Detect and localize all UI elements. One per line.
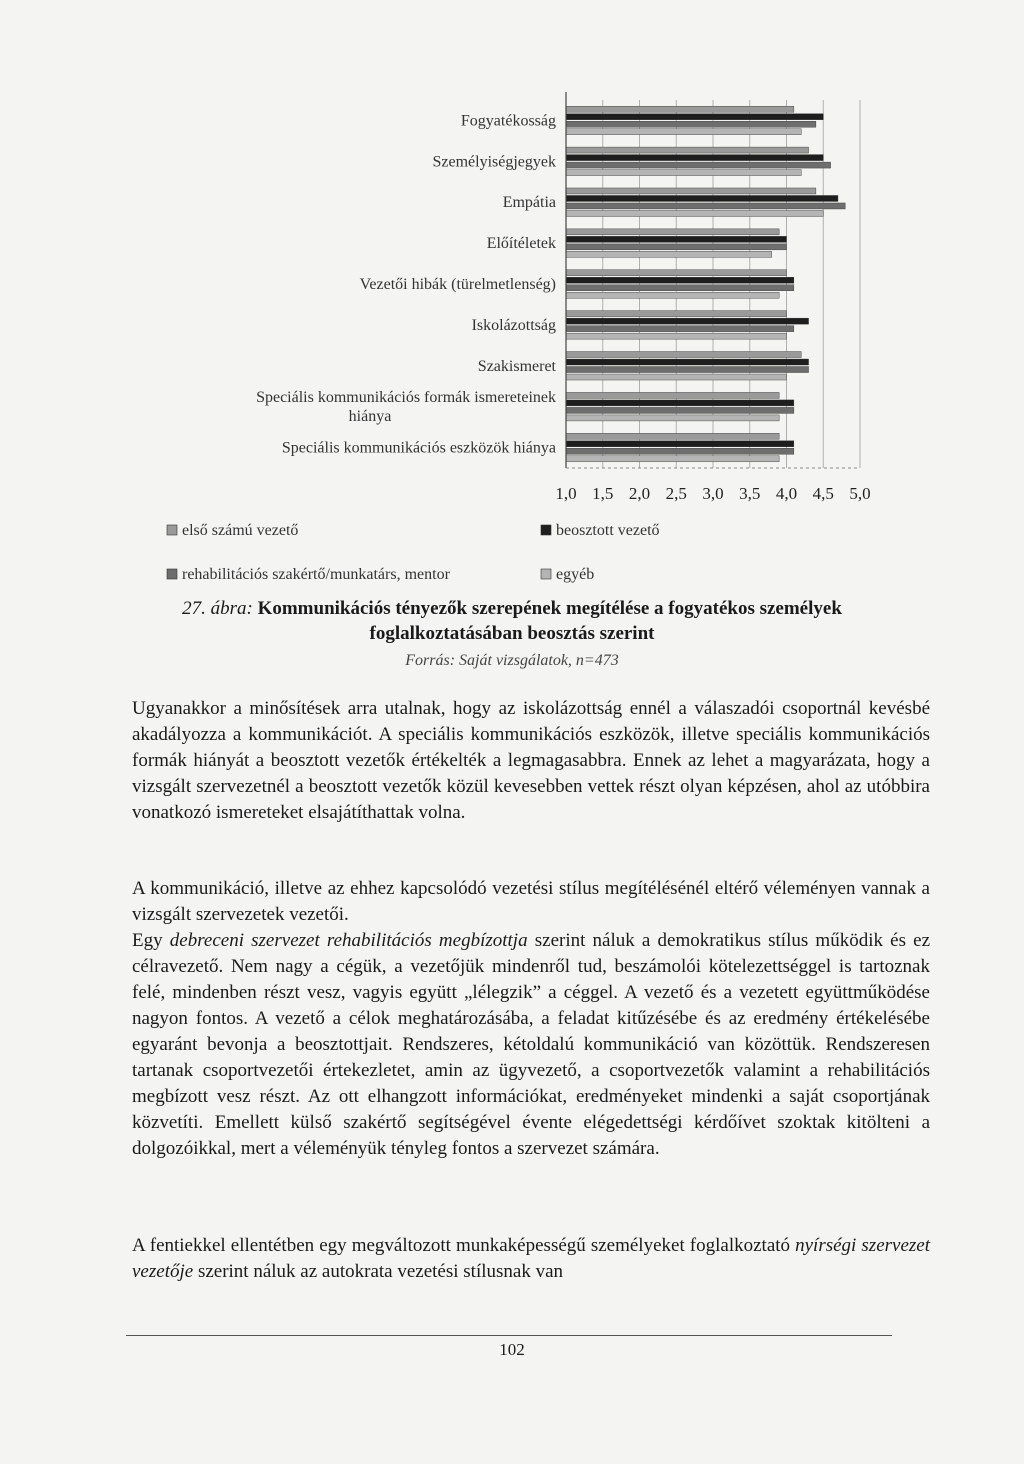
legend-label: egyéb — [556, 566, 595, 583]
italic-text-run: debreceni szervezet rehabilitációs megbízottja — [169, 930, 528, 951]
bar-4-4 — [566, 251, 772, 257]
x-tick-label: 1,0 — [555, 484, 577, 503]
bar-4-9 — [566, 456, 779, 462]
figure-number: 27. ábra: — [182, 598, 253, 619]
figure-title-line2: foglalkoztatásában beosztás szerint — [369, 623, 655, 644]
figure-caption-line1 — [0, 598, 1024, 620]
category-label: Szakismeret — [477, 357, 556, 375]
bar-3-3 — [566, 203, 845, 209]
bar-4-7 — [566, 374, 787, 380]
x-tick-label: 3,0 — [702, 484, 724, 503]
paragraph-2a: A kommunikáció, illetve az ehhez kapcsolódó vezetési stílus megítélésénél eltérő véleményen vannak a vizsgált szervezetek vezetői. — [132, 878, 930, 925]
bar-3-1 — [566, 121, 816, 127]
bar-2-4 — [566, 236, 787, 242]
category-label: Empátia — [502, 194, 556, 212]
bar-2-7 — [566, 359, 809, 365]
text-run: A fentiekkel ellentétben egy megváltozott munkaképességű személyeket foglalkoztató — [132, 1235, 796, 1256]
category-label: Fogyatékosság — [460, 112, 556, 130]
bar-3-7 — [566, 367, 809, 373]
bar-1-4 — [566, 229, 779, 235]
bar-4-1 — [566, 129, 801, 135]
legend-swatch — [541, 569, 551, 579]
bar-2-5 — [566, 277, 794, 283]
text-run: szerint náluk az autokrata vezetési stílusnak van — [193, 1261, 564, 1282]
bar-3-9 — [566, 448, 794, 454]
x-tick-label: 2,0 — [628, 484, 651, 503]
italic-text-run: nyírségi szervezet vezetője — [132, 1235, 930, 1282]
bar-3-4 — [566, 244, 787, 250]
bar-1-6 — [566, 311, 787, 317]
bar-1-9 — [566, 433, 779, 439]
bar-1-7 — [566, 352, 801, 358]
page-number: 102 — [499, 1340, 525, 1359]
bar-2-6 — [566, 318, 809, 324]
bar-4-5 — [566, 292, 779, 298]
bar-2-1 — [566, 114, 823, 120]
bar-2-9 — [566, 441, 794, 447]
category-label: Speciális kommunikációs formák ismereteinek — [256, 389, 556, 407]
legend-swatch — [167, 569, 177, 579]
figure-title-line1: Kommunikációs tényezők szerepének megítélése a fogyatékos személyek — [257, 598, 842, 619]
bar-2-8 — [566, 400, 794, 406]
legend-label: beosztott vezető — [556, 522, 660, 539]
bar-3-2 — [566, 162, 831, 168]
bar-3-5 — [566, 285, 794, 291]
x-tick-label: 5,0 — [849, 484, 871, 503]
bar-2-2 — [566, 155, 823, 161]
paragraph-2 — [132, 876, 930, 1162]
x-tick-label: 2,5 — [665, 484, 687, 503]
legend-label: rehabilitációs szakértő/munkatárs, mentor — [182, 566, 450, 583]
category-label: Előítéletek — [486, 235, 556, 253]
figure-source: Forrás: Saját vizsgálatok, n=473 — [405, 652, 619, 669]
bar-1-5 — [566, 270, 787, 276]
x-tick-label: 1,5 — [592, 484, 614, 503]
bar-2-3 — [566, 195, 838, 201]
paragraph-3 — [132, 1233, 930, 1285]
x-tick-label: 4,5 — [812, 484, 834, 503]
x-tick-label: 3,5 — [739, 484, 761, 503]
bar-1-8 — [566, 392, 779, 398]
category-label: Vezetői hibák (türelmetlenség) — [359, 276, 556, 293]
legend-swatch — [167, 525, 177, 535]
paragraph-2b — [132, 928, 930, 1162]
paragraph-1: Ugyanakkor a minősítések arra utalnak, hogy az iskolázottság ennél a válaszadói csoportnál kevésbé akadályozza a kommunikációt. A speciális kommunikációs eszközök, illetve speciális kommunikációs formák hiányát a beosztott vezetők értékelték a legmagasabbra. Ennek az lehet a magyarázata, hogy a vizsgált szervezetnél a beosztott vezetők közül kevesebben vettek részt olyan képzésen, ahol az utóbbira vonatkozó ismereteket elsajátíthattak volna. — [132, 698, 930, 823]
text-run: Egy — [132, 930, 170, 951]
bar-1-3 — [566, 188, 816, 194]
legend-swatch — [541, 525, 551, 535]
bar-1-2 — [566, 147, 809, 153]
category-label: Iskolázottság — [471, 316, 556, 334]
category-label: Speciális kommunikációs eszközök hiánya — [281, 439, 556, 457]
bar-chart — [0, 80, 1024, 595]
bar-4-8 — [566, 415, 779, 421]
category-label: Személyiségjegyek — [432, 153, 556, 171]
bar-4-3 — [566, 210, 823, 216]
bar-3-8 — [566, 407, 794, 413]
legend-label: első számú vezető — [182, 522, 299, 539]
bar-3-6 — [566, 326, 794, 332]
text-run: szerint náluk a demokratikus stílus működik és ez célravezető. Nem nagy a cégük, a vezetőjük mindenről tud, beszámolói kötelezettséggel is tartoznak felé, mindenben részt vesz, vagyis együtt „lélegzik” a céggel. A vezető és a vezetett együttműködése nagyon fontos. A vezető a célok meghatározásába, a feladat kitűzésébe és az eredmény értékelésébe egyaránt bevonja a beosztottjait. Rendszeres, kétoldalú kommunikáció van közöttük. Rendszeresen tartanak csoportvezetői értekezletet, amin az ügyvezető, a csoportvezetők valamint a rehabilitációs megbízott vesz részt. Az ott elhangzott információkat, eredményeket mindenki a saját csoportjának közvetíti. Emellett külső szakértő segítségével évente elégedettségi kérdőívet szoktak kitölteni a dolgozóikkal, mert a véleményük tényleg fontos a szervezet számára. — [132, 930, 931, 1159]
bar-1-1 — [566, 106, 794, 112]
chart-legend — [167, 522, 660, 583]
x-tick-label: 4,0 — [775, 484, 798, 503]
category-labels — [256, 112, 556, 456]
bar-4-6 — [566, 333, 787, 339]
footer-rule — [126, 1335, 892, 1336]
bars — [566, 106, 845, 462]
category-label: hiánya — [348, 408, 392, 426]
bar-4-2 — [566, 170, 801, 176]
